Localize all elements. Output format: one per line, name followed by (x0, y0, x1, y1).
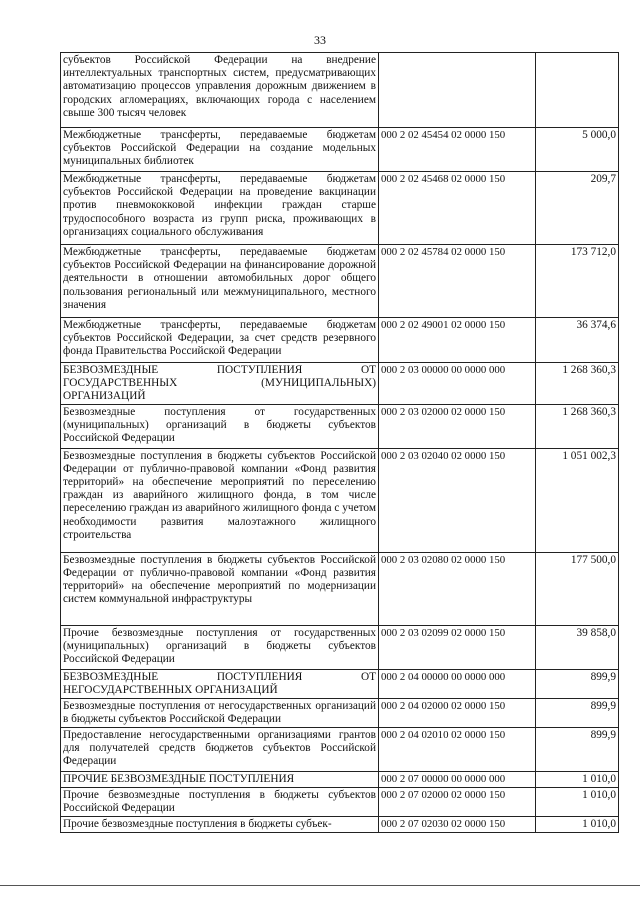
row-name-cell: Предоставление негосударственными организациями грантов для получателей средств бюджетов субъектов Российской Федерации (61, 727, 379, 771)
row-amount-cell: 209,7 (536, 172, 619, 245)
budget-revenue-table (60, 52, 619, 833)
table-row (61, 404, 619, 448)
row-code-cell: 000 2 03 02000 02 0000 150 (379, 404, 536, 448)
row-code-cell: 000 2 02 49001 02 0000 150 (379, 318, 536, 363)
row-code-cell: 000 2 03 02040 02 0000 150 (379, 448, 536, 552)
row-name-cell: Межбюджетные трансферты, передаваемые бюджетам субъектов Российской Федерации на создание модельных муниципальных библиотек (61, 128, 379, 172)
row-code-cell: 000 2 04 02010 02 0000 150 (379, 727, 536, 771)
row-amount-cell: 1 010,0 (536, 787, 619, 816)
row-code-cell: 000 2 03 00000 00 0000 000 (379, 363, 536, 405)
row-name-cell: субъектов Российской Федерации на внедрение интеллектуальных транспортных систем, предусматривающих автоматизацию процессов управления дорожным движением в городских агломерациях, включающих города с населением свыше 300 тысяч человек (61, 53, 379, 128)
table-row (61, 552, 619, 625)
table-row (61, 698, 619, 727)
table-row (61, 787, 619, 816)
row-amount-cell: 899,9 (536, 727, 619, 771)
page-number: 33 (314, 33, 326, 47)
table-row (61, 245, 619, 318)
row-name-cell: Межбюджетные трансферты, передаваемые бюджетам субъектов Российской Федерации на финансирование дорожной деятельности в отношении автомобильных дорог общего пользования региональный или межмуниципального, местного значения (61, 245, 379, 318)
row-name-cell: Безвозмездные поступления в бюджеты субъектов Российской Федерации от публично-правовой компании «Фонд развития территорий» на обеспечение мероприятий по модернизации систем коммунальной инфраструктуры (61, 552, 379, 625)
row-name-cell: Прочие безвозмездные поступления от государственных (муниципальных) организаций в бюджеты субъектов Российской Федерации (61, 625, 379, 669)
table-row (61, 172, 619, 245)
table-row (61, 363, 619, 405)
row-code-cell: 000 2 02 45454 02 0000 150 (379, 128, 536, 172)
row-amount-cell: 36 374,6 (536, 318, 619, 363)
row-amount-cell: 1 268 360,3 (536, 404, 619, 448)
table-row (61, 53, 619, 128)
row-code-cell: 000 2 04 00000 00 0000 000 (379, 669, 536, 698)
row-name-cell: Межбюджетные трансферты, передаваемые бюджетам субъектов Российской Федерации, за счет средств резервного фонда Правительства Российской Федерации (61, 318, 379, 363)
row-name-cell: Прочие безвозмездные поступления в бюджеты субъектов Российской Федерации (61, 787, 379, 816)
row-amount-cell: 899,9 (536, 669, 619, 698)
row-code-cell: 000 2 02 45468 02 0000 150 (379, 172, 536, 245)
row-code-cell: 000 2 07 02000 02 0000 150 (379, 787, 536, 816)
table-row (61, 771, 619, 787)
row-amount-cell: 177 500,0 (536, 552, 619, 625)
row-amount-cell: 1 010,0 (536, 816, 619, 832)
row-amount-cell: 1 010,0 (536, 771, 619, 787)
row-name-cell: Безвозмездные поступления от государственных (муниципальных) организаций в бюджеты субъектов Российской Федерации (61, 404, 379, 448)
row-amount-cell: 1 268 360,3 (536, 363, 619, 405)
table-row (61, 128, 619, 172)
row-name-cell: Безвозмездные поступления в бюджеты субъектов Российской Федерации от публично-правовой компании «Фонд развития территорий» на обеспечение мероприятий по переселению граждан из аварийного жилищного фонда, в том числе переселению граждан из аварийного жилищного фонда с учетом необходимости развития малоэтажного жилищного строительства (61, 448, 379, 552)
scan-bottom-edge (0, 885, 640, 886)
table-row (61, 448, 619, 552)
table-row (61, 816, 619, 832)
row-code-cell: 000 2 02 45784 02 0000 150 (379, 245, 536, 318)
table-row (61, 625, 619, 669)
row-code-cell: 000 2 03 02080 02 0000 150 (379, 552, 536, 625)
row-code-cell: 000 2 03 02099 02 0000 150 (379, 625, 536, 669)
row-name-cell: Прочие безвозмездные поступления в бюджеты субъек- (61, 816, 379, 832)
row-code-cell (379, 53, 536, 128)
row-name-cell: ПРОЧИЕ БЕЗВОЗМЕЗДНЫЕ ПОСТУПЛЕНИЯ (61, 771, 379, 787)
row-name-cell: БЕЗВОЗМЕЗДНЫЕ ПОСТУПЛЕНИЯ ОТ НЕГОСУДАРСТВЕННЫХ ОРГАНИЗАЦИЙ (61, 669, 379, 698)
row-name-cell: БЕЗВОЗМЕЗДНЫЕ ПОСТУПЛЕНИЯ ОТ ГОСУДАРСТВЕННЫХ (МУНИЦИПАЛЬНЫХ) ОРГАНИЗАЦИЙ (61, 363, 379, 405)
table-row (61, 669, 619, 698)
row-amount-cell: 899,9 (536, 698, 619, 727)
table-row (61, 318, 619, 363)
row-amount-cell (536, 53, 619, 128)
row-amount-cell: 1 051 002,3 (536, 448, 619, 552)
row-amount-cell: 173 712,0 (536, 245, 619, 318)
row-amount-cell: 39 858,0 (536, 625, 619, 669)
row-code-cell: 000 2 07 00000 00 0000 000 (379, 771, 536, 787)
table-row (61, 727, 619, 771)
row-amount-cell: 5 000,0 (536, 128, 619, 172)
row-name-cell: Межбюджетные трансферты, передаваемые бюджетам субъектов Российской Федерации на проведение вакцинации против пневмококковой инфекции граждан старше трудоспособного возраста из групп риска, проживающих в организациях социального обслуживания (61, 172, 379, 245)
row-code-cell: 000 2 04 02000 02 0000 150 (379, 698, 536, 727)
row-code-cell: 000 2 07 02030 02 0000 150 (379, 816, 536, 832)
row-name-cell: Безвозмездные поступления от негосударственных организаций в бюджеты субъектов Российской Федерации (61, 698, 379, 727)
